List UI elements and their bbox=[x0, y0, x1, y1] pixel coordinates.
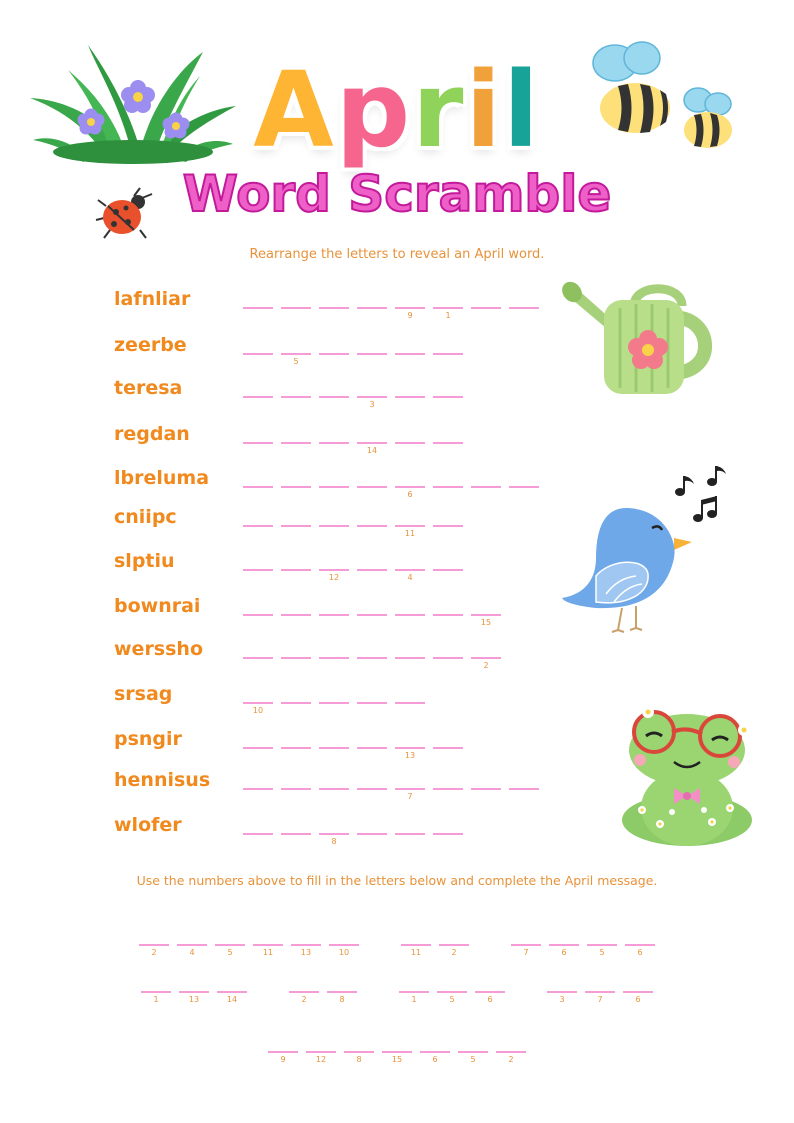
clue-number: 11 bbox=[404, 529, 416, 538]
answer-blank[interactable] bbox=[357, 569, 387, 571]
scrambled-word: lafnliar bbox=[114, 288, 191, 310]
message-blank[interactable] bbox=[289, 991, 319, 993]
answer-blank[interactable] bbox=[281, 353, 311, 355]
message-blank[interactable] bbox=[306, 1051, 336, 1053]
clue-number: 3 bbox=[369, 400, 375, 409]
watering-can-icon bbox=[562, 278, 718, 398]
answer-blank[interactable] bbox=[395, 525, 425, 527]
scrambled-word: bownrai bbox=[114, 595, 201, 617]
scrambled-word: regdan bbox=[114, 423, 190, 445]
message-blank[interactable] bbox=[139, 944, 169, 946]
message-number: 7 bbox=[523, 948, 529, 957]
message-number: 15 bbox=[391, 1055, 403, 1064]
answer-blank[interactable] bbox=[357, 442, 387, 444]
answer-blank[interactable] bbox=[395, 833, 425, 835]
answer-blank[interactable] bbox=[395, 442, 425, 444]
message-number: 8 bbox=[339, 995, 345, 1004]
clue-number: 15 bbox=[480, 618, 492, 627]
answer-blank[interactable] bbox=[281, 614, 311, 616]
message-number: 2 bbox=[451, 948, 457, 957]
message-number: 5 bbox=[470, 1055, 476, 1064]
message-number: 4 bbox=[189, 948, 195, 957]
answer-blank[interactable] bbox=[357, 353, 387, 355]
answer-blank[interactable] bbox=[433, 747, 463, 749]
answer-blank[interactable] bbox=[357, 833, 387, 835]
answer-blank[interactable] bbox=[281, 657, 311, 659]
answer-blank[interactable] bbox=[281, 525, 311, 527]
message-blank[interactable] bbox=[344, 1051, 374, 1053]
message-blank[interactable] bbox=[179, 991, 209, 993]
message-blank[interactable] bbox=[547, 991, 577, 993]
answer-blank[interactable] bbox=[319, 657, 349, 659]
message-blank[interactable] bbox=[399, 991, 429, 993]
answer-blank[interactable] bbox=[433, 353, 463, 355]
answer-blank[interactable] bbox=[243, 442, 273, 444]
answer-blank[interactable] bbox=[243, 396, 273, 398]
answer-blank[interactable] bbox=[281, 442, 311, 444]
answer-blank[interactable] bbox=[281, 747, 311, 749]
message-blank[interactable] bbox=[382, 1051, 412, 1053]
message-blank[interactable] bbox=[623, 991, 653, 993]
answer-blank[interactable] bbox=[357, 525, 387, 527]
message-number: 1 bbox=[153, 995, 159, 1004]
answer-blank[interactable] bbox=[281, 396, 311, 398]
answer-blank[interactable] bbox=[395, 747, 425, 749]
message-number: 13 bbox=[300, 948, 312, 957]
message-number: 5 bbox=[449, 995, 455, 1004]
message-number: 3 bbox=[559, 995, 565, 1004]
clue-number: 8 bbox=[331, 837, 337, 846]
clue-number: 1 bbox=[445, 311, 451, 320]
answer-blank[interactable] bbox=[357, 657, 387, 659]
answer-blank[interactable] bbox=[471, 657, 501, 659]
message-number: 2 bbox=[508, 1055, 514, 1064]
answer-blank[interactable] bbox=[243, 833, 273, 835]
answer-blank[interactable] bbox=[243, 569, 273, 571]
scrambled-word: hennisus bbox=[114, 769, 211, 791]
answer-blank[interactable] bbox=[471, 486, 501, 488]
answer-blank[interactable] bbox=[509, 788, 539, 790]
message-number: 1 bbox=[411, 995, 417, 1004]
instructions-bottom: Use the numbers above to fill in the letters below and complete the April message. bbox=[136, 873, 658, 888]
clue-number: 5 bbox=[293, 357, 299, 366]
message-blank[interactable] bbox=[177, 944, 207, 946]
answer-blank[interactable] bbox=[357, 486, 387, 488]
message-blank[interactable] bbox=[291, 944, 321, 946]
message-number: 12 bbox=[315, 1055, 327, 1064]
answer-blank[interactable] bbox=[357, 747, 387, 749]
answer-blank[interactable] bbox=[319, 442, 349, 444]
answer-blank[interactable] bbox=[357, 307, 387, 309]
answer-blank[interactable] bbox=[509, 486, 539, 488]
message-blank[interactable] bbox=[496, 1051, 526, 1053]
message-blank[interactable] bbox=[549, 944, 579, 946]
answer-blank[interactable] bbox=[243, 486, 273, 488]
instructions-top: Rearrange the letters to reveal an April word. bbox=[249, 247, 545, 262]
frog-icon bbox=[612, 700, 762, 850]
scrambled-word: slptiu bbox=[114, 550, 175, 572]
message-number: 10 bbox=[338, 948, 350, 957]
answer-blank[interactable] bbox=[395, 307, 425, 309]
answer-blank[interactable] bbox=[357, 614, 387, 616]
clue-number: 2 bbox=[483, 661, 489, 670]
clue-number: 13 bbox=[404, 751, 416, 760]
answer-blank[interactable] bbox=[319, 486, 349, 488]
message-number: 5 bbox=[599, 948, 605, 957]
answer-blank[interactable] bbox=[433, 486, 463, 488]
message-blank[interactable] bbox=[327, 991, 357, 993]
message-blank[interactable] bbox=[141, 991, 171, 993]
title-letter: p bbox=[335, 49, 413, 171]
answer-blank[interactable] bbox=[433, 614, 463, 616]
bird-icon bbox=[556, 498, 696, 638]
message-blank[interactable] bbox=[585, 991, 615, 993]
clue-number: 12 bbox=[328, 573, 340, 582]
answer-blank[interactable] bbox=[433, 657, 463, 659]
scrambled-word: lbreluma bbox=[114, 467, 210, 489]
answer-blank[interactable] bbox=[395, 614, 425, 616]
answer-blank[interactable] bbox=[357, 788, 387, 790]
answer-blank[interactable] bbox=[395, 353, 425, 355]
message-number: 2 bbox=[151, 948, 157, 957]
answer-blank[interactable] bbox=[281, 307, 311, 309]
answer-blank[interactable] bbox=[319, 307, 349, 309]
message-number: 6 bbox=[635, 995, 641, 1004]
clue-number: 14 bbox=[366, 446, 378, 455]
message-number: 9 bbox=[280, 1055, 286, 1064]
message-blank[interactable] bbox=[215, 944, 245, 946]
answer-blank[interactable] bbox=[281, 788, 311, 790]
answer-blank[interactable] bbox=[319, 747, 349, 749]
answer-blank[interactable] bbox=[471, 307, 501, 309]
scrambled-word: teresa bbox=[114, 377, 183, 399]
message-number: 13 bbox=[188, 995, 200, 1004]
title-letter: r bbox=[412, 49, 466, 171]
answer-blank[interactable] bbox=[281, 486, 311, 488]
clue-number: 7 bbox=[407, 792, 413, 801]
message-blank[interactable] bbox=[587, 944, 617, 946]
answer-blank[interactable] bbox=[395, 486, 425, 488]
message-blank[interactable] bbox=[458, 1051, 488, 1053]
answer-blank[interactable] bbox=[243, 307, 273, 309]
scrambled-word: srsag bbox=[114, 683, 173, 705]
answer-blank[interactable] bbox=[395, 657, 425, 659]
scrambled-word: zeerbe bbox=[114, 334, 187, 356]
answer-blank[interactable] bbox=[395, 569, 425, 571]
message-blank[interactable] bbox=[401, 944, 431, 946]
message-number: 7 bbox=[597, 995, 603, 1004]
message-number: 11 bbox=[410, 948, 422, 957]
answer-blank[interactable] bbox=[243, 702, 273, 704]
answer-blank[interactable] bbox=[319, 614, 349, 616]
answer-blank[interactable] bbox=[395, 702, 425, 704]
message-number: 14 bbox=[226, 995, 238, 1004]
message-blank[interactable] bbox=[268, 1051, 298, 1053]
answer-blank[interactable] bbox=[319, 702, 349, 704]
title-letter: A bbox=[253, 49, 336, 171]
answer-blank[interactable] bbox=[471, 614, 501, 616]
answer-blank[interactable] bbox=[319, 788, 349, 790]
answer-blank[interactable] bbox=[243, 525, 273, 527]
clue-number: 10 bbox=[252, 706, 264, 715]
message-number: 2 bbox=[301, 995, 307, 1004]
answer-blank[interactable] bbox=[433, 442, 463, 444]
answer-blank[interactable] bbox=[357, 702, 387, 704]
scrambled-word: psngir bbox=[114, 728, 182, 750]
message-number: 5 bbox=[227, 948, 233, 957]
message-blank[interactable] bbox=[625, 944, 655, 946]
answer-blank[interactable] bbox=[319, 569, 349, 571]
answer-blank[interactable] bbox=[319, 833, 349, 835]
answer-blank[interactable] bbox=[433, 525, 463, 527]
message-blank[interactable] bbox=[511, 944, 541, 946]
answer-blank[interactable] bbox=[471, 788, 501, 790]
message-blank[interactable] bbox=[329, 944, 359, 946]
message-number: 6 bbox=[561, 948, 567, 957]
scrambled-word: werssho bbox=[114, 638, 204, 660]
answer-blank[interactable] bbox=[281, 702, 311, 704]
clue-number: 4 bbox=[407, 573, 413, 582]
answer-blank[interactable] bbox=[243, 353, 273, 355]
page-subtitle: Word Scramble bbox=[182, 165, 612, 223]
message-blank[interactable] bbox=[420, 1051, 450, 1053]
message-number: 8 bbox=[356, 1055, 362, 1064]
clue-number: 6 bbox=[407, 490, 413, 499]
answer-blank[interactable] bbox=[433, 788, 463, 790]
answer-blank[interactable] bbox=[433, 569, 463, 571]
message-number: 6 bbox=[487, 995, 493, 1004]
answer-blank[interactable] bbox=[281, 569, 311, 571]
answer-blank[interactable] bbox=[319, 396, 349, 398]
message-blank[interactable] bbox=[217, 991, 247, 993]
answer-blank[interactable] bbox=[357, 396, 387, 398]
title-letter: l bbox=[503, 49, 541, 171]
page-title bbox=[0, 50, 794, 170]
answer-blank[interactable] bbox=[433, 396, 463, 398]
message-blank[interactable] bbox=[253, 944, 283, 946]
answer-blank[interactable] bbox=[243, 614, 273, 616]
scrambled-word: cniipc bbox=[114, 506, 177, 528]
message-blank[interactable] bbox=[475, 991, 505, 993]
scrambled-word: wlofer bbox=[114, 814, 182, 836]
message-number: 6 bbox=[637, 948, 643, 957]
answer-blank[interactable] bbox=[243, 657, 273, 659]
answer-blank[interactable] bbox=[319, 525, 349, 527]
answer-blank[interactable] bbox=[243, 747, 273, 749]
message-number: 6 bbox=[432, 1055, 438, 1064]
answer-blank[interactable] bbox=[395, 788, 425, 790]
answer-blank[interactable] bbox=[319, 353, 349, 355]
clue-number: 9 bbox=[407, 311, 413, 320]
answer-blank[interactable] bbox=[243, 788, 273, 790]
answer-blank[interactable] bbox=[281, 833, 311, 835]
answer-blank[interactable] bbox=[395, 396, 425, 398]
message-blank[interactable] bbox=[439, 944, 469, 946]
answer-blank[interactable] bbox=[433, 833, 463, 835]
answer-blank[interactable] bbox=[433, 307, 463, 309]
answer-blank[interactable] bbox=[509, 307, 539, 309]
message-number: 11 bbox=[262, 948, 274, 957]
message-blank[interactable] bbox=[437, 991, 467, 993]
title-letter: i bbox=[465, 49, 504, 171]
